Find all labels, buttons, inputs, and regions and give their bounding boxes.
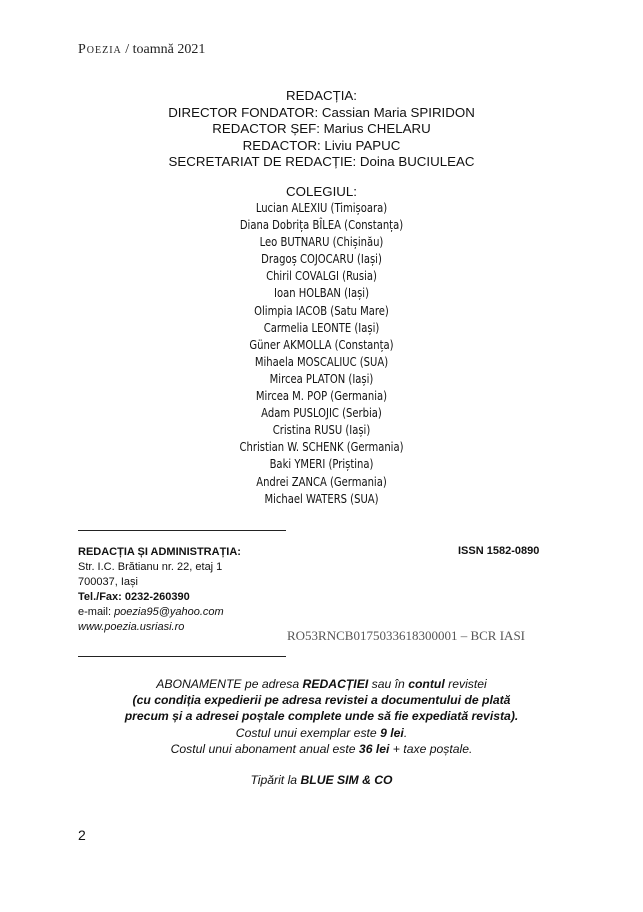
subscriptions-line-1 [0, 676, 643, 692]
subscriptions-text: + taxe poștale. [389, 741, 473, 756]
editorial-line: SECRETARIAT DE REDACȚIE: Doina BUCIULEAC [168, 154, 475, 170]
single-issue-price: 9 lei [380, 725, 404, 740]
college-members [0, 200, 643, 508]
subscriptions-text: Costul unui abonament anual este [170, 741, 359, 756]
admin-address: Str. I.C. Brătianu nr. 22, etaj 1 [78, 561, 223, 573]
subscriptions-line-5 [0, 741, 643, 757]
subscriptions-text: Costul unui exemplar este [235, 725, 381, 740]
college-member: Güner AKMOLLA (Constanța) [249, 337, 394, 352]
divider-top [78, 530, 286, 531]
journal-name: Poezia [78, 42, 122, 57]
college-title: COLEGIUL: [286, 184, 357, 199]
college-member: Ioan HOLBAN (Iași) [274, 286, 369, 301]
college-member: Mircea PLATON (Iași) [269, 371, 374, 386]
admin-postcode: 700037, Iași [78, 576, 138, 588]
subscriptions-text: . [403, 725, 408, 740]
email-link[interactable]: poezia95@yahoo.com [114, 606, 224, 618]
divider-bottom [78, 656, 286, 657]
printer-name: BLUE SIM & CO [300, 773, 393, 787]
college-member: Diana Dobrița BÎLEA (Constanța) [239, 218, 404, 233]
college-member: Cristina RUSU (Iași) [272, 423, 371, 438]
annual-price: 36 lei [358, 741, 390, 756]
website-link[interactable]: www.poezia.usriasi.ro [78, 621, 185, 633]
subscriptions-text: ABONAMENTE pe adresa [156, 677, 303, 691]
subscriptions-text: revistei [444, 677, 487, 691]
subscriptions-emphasis: REDACȚIEI [302, 677, 369, 691]
subscriptions-line-4 [0, 725, 643, 741]
subscriptions-block [0, 676, 643, 757]
issue-label: toamnă 2021 [132, 42, 206, 57]
subscriptions-line-3: precum și a adresei poștale complete unde să fie expediată revista). [124, 709, 519, 724]
college-member: Carmelia LEONTE (Iași) [263, 320, 380, 335]
issn-label: ISSN 1582-0890 [458, 545, 540, 557]
college-member: Michael WATERS (SUA) [264, 491, 379, 506]
editorial-board [0, 88, 643, 171]
college-member: Olimpia IACOB (Satu Mare) [254, 303, 389, 318]
admin-phone: Tel./Fax: 0232-260390 [78, 591, 190, 603]
subscriptions-emphasis: contul [408, 677, 445, 691]
subscriptions-text: sau în [368, 677, 409, 691]
college-member: Mircea M. POP (Germania) [255, 389, 388, 404]
college-member: Adam PUSLOJIC (Serbia) [261, 406, 382, 421]
printer-line [0, 773, 643, 787]
running-header [78, 42, 205, 58]
admin-title: REDACȚIA ȘI ADMINISTRAȚIA: [78, 546, 241, 558]
admin-email-line [78, 605, 241, 620]
college-member: Mihaela MOSCALIUC (SUA) [254, 354, 389, 369]
subscriptions-line-2: (cu condiția expedierii pe adresa revistei a documentului de plată [132, 693, 511, 708]
college-member: Christian W. SCHENK (Germania) [239, 440, 404, 455]
college-member: Dragoș COJOCARU (Iași) [261, 252, 382, 267]
college-member: Baki YMERI (Priștina) [269, 457, 374, 472]
page-number: 2 [78, 827, 86, 843]
admin-block [78, 545, 241, 635]
editorial-line: DIRECTOR FONDATOR: Cassian Maria SPIRIDON [168, 104, 475, 120]
college-member: Andrei ZANCA (Germania) [256, 474, 387, 489]
editorial-title: REDACȚIA: [286, 88, 357, 103]
header-separator: / [121, 42, 133, 57]
editorial-line: REDACTOR: Liviu PAPUC [242, 137, 401, 153]
printer-prefix: Tipărit la [250, 773, 301, 787]
iban-label: RO53RNCB0175033618300001 – BCR IASI [287, 628, 525, 643]
college-member: Chiril COVALGI (Rusia) [266, 269, 377, 284]
college-member: Leo BUTNARU (Chișinău) [259, 235, 384, 250]
college-member: Lucian ALEXIU (Timișoara) [255, 201, 388, 215]
editorial-line: REDACTOR ȘEF: Marius CHELARU [212, 121, 431, 137]
email-label: e-mail: [78, 606, 115, 618]
